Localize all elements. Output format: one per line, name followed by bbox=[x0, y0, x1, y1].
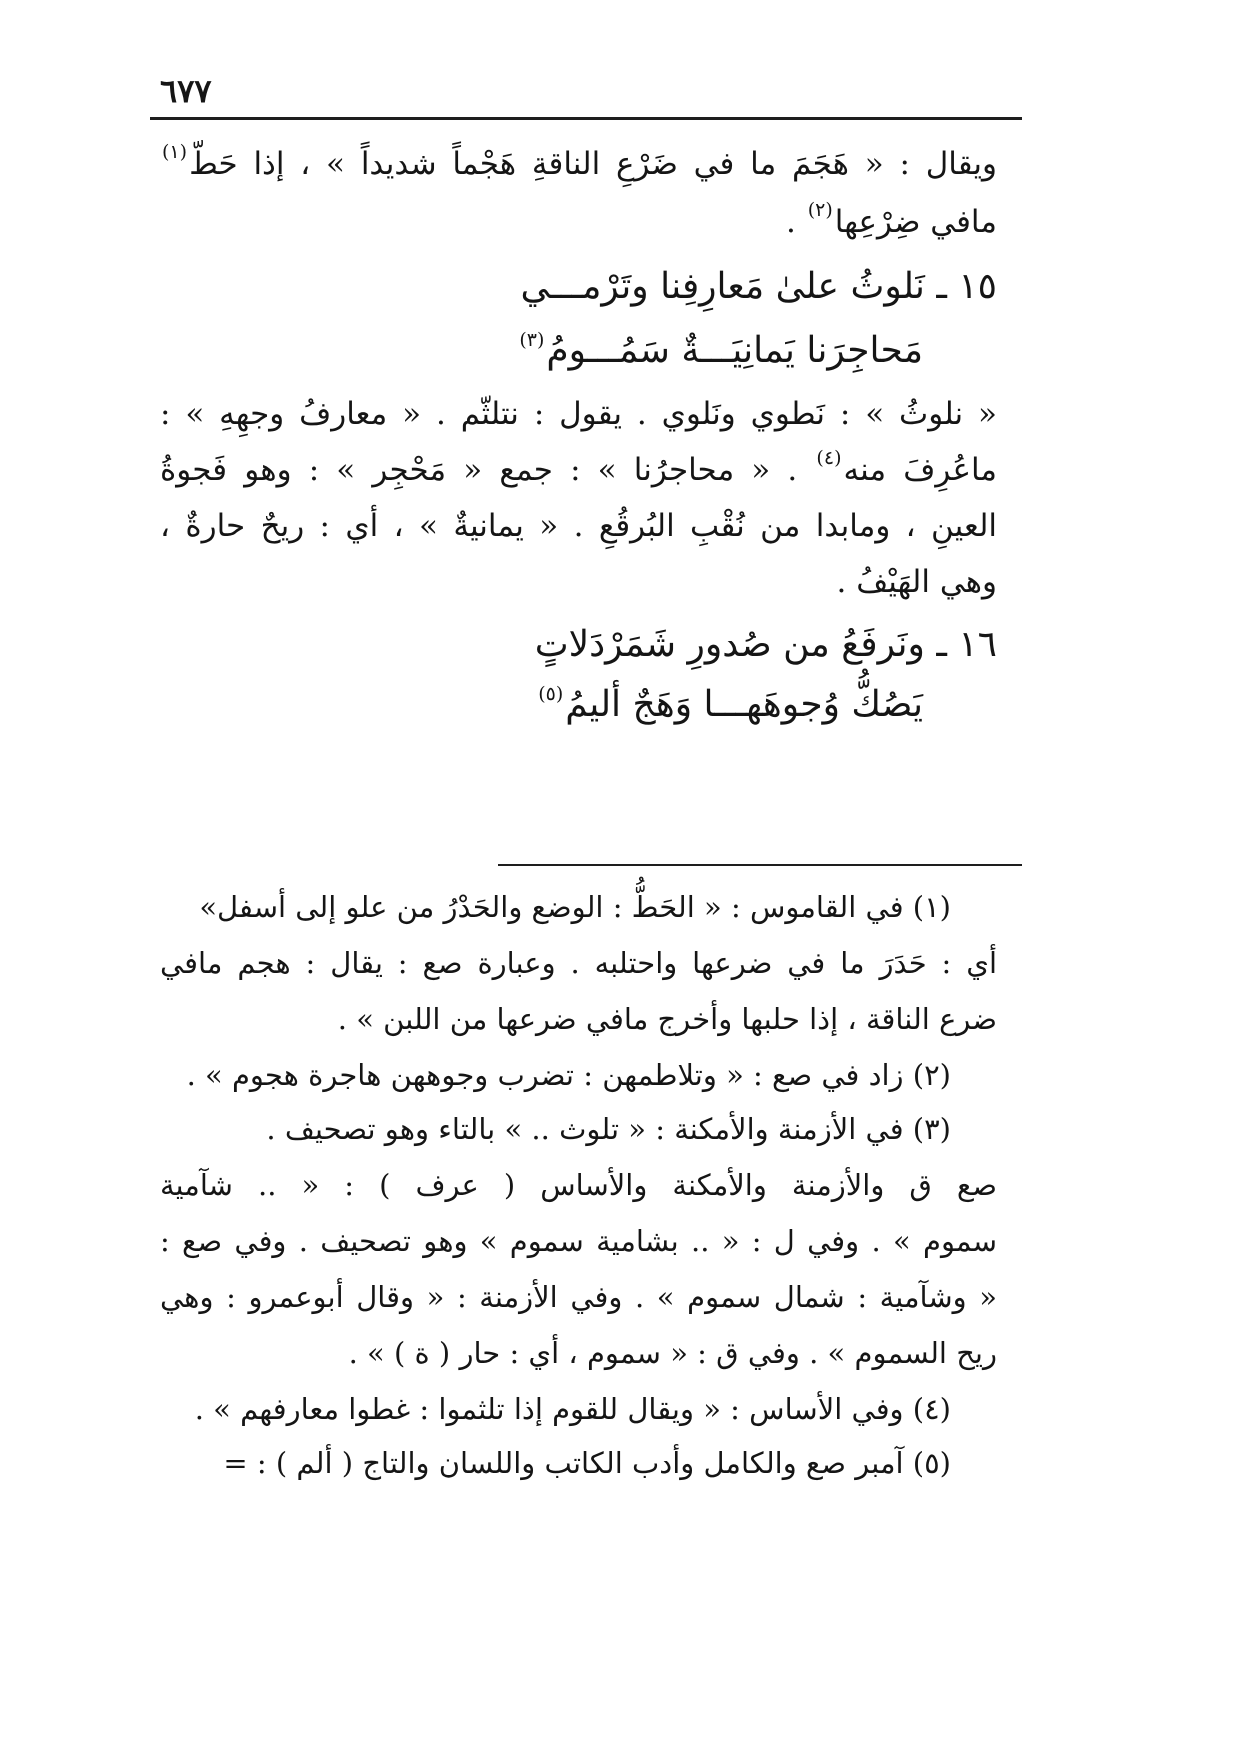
verse-15-second-hemistich-text: مَحاجِرَنا يَمانِيَـــةٌ سَمُـــومُ bbox=[546, 330, 923, 371]
header-rule bbox=[150, 117, 1022, 120]
footnotes-rule bbox=[498, 864, 1022, 866]
commentary-15-line-2 bbox=[160, 447, 997, 488]
intro-line-2-end: . bbox=[785, 204, 796, 240]
intro-line-2 bbox=[785, 199, 997, 240]
intro-line-1-text: ويقال : « هَجَمَ ما في ضَرْعِ الناقةِ هَجْماً شديداً » ، إذا حَطّ bbox=[189, 146, 997, 182]
page-number: ٦٧٧ bbox=[160, 72, 212, 110]
intro-line-1 bbox=[160, 141, 997, 182]
footnote-3-line-3: سموم » . وفي ل : « .. بشامية سموم » وهو تصحيف . وفي صع : bbox=[160, 1224, 997, 1258]
verse-16-second-hemistich bbox=[536, 684, 923, 725]
footnote-3-line-4: « وشآمية : شمال سموم » . وفي الأزمنة : « وقال أبوعمرو : وهي bbox=[160, 1280, 997, 1314]
commentary-15-line-4: وهي الهَيْفُ . bbox=[836, 564, 997, 600]
footnote-3-line-2: صع ق والأزمنة والأمكنة والأساس ( عرف ) : « .. شآمية bbox=[160, 1168, 997, 1202]
commentary-15-line-2b: . « محاجرُنا » : جمع « مَحْجِر » : وهو فَجوةُ bbox=[160, 452, 798, 488]
verse-16-second-hemistich-text: يَصُكُّ وُجوهَهـــا وَهَجٌ أليمُ bbox=[565, 684, 923, 725]
footnote-ref-2: (٢) bbox=[807, 199, 833, 221]
footnote-ref-1: (١) bbox=[162, 141, 188, 163]
commentary-15-line-3: العينِ ، ومابدا من نُقْبِ البُرقُعِ . « يمانيةٌ » ، أي : ريحٌ حارةٌ ، bbox=[160, 508, 997, 544]
footnote-4: (٤) وفي الأساس : « ويقال للقوم إذا تلثموا : غطوا معارفهم » . bbox=[194, 1392, 951, 1426]
footnote-3-line-5: ريح السموم » . وفي ق : « سموم ، أي : حار ( ة ) » . bbox=[348, 1336, 997, 1370]
intro-line-2-text: مافي ضِرْعِها bbox=[834, 204, 997, 240]
footnote-1-line-2: أي : حَدَرَ ما في ضرعها واحتلبه . وعبارة صع : يقال : هجم مافي bbox=[160, 946, 997, 980]
verse-15-first-hemistich: ١٥ ـ نَلوثُ علىٰ مَعارِفِنا وتَرْمـــي bbox=[520, 266, 997, 307]
footnote-3-line-1: (٣) في الأزمنة والأمكنة : « تلوث .. » بالتاء وهو تصحيف . bbox=[266, 1112, 951, 1146]
footnote-5: (٥) آمبر صع والكامل وأدب الكاتب واللسان والتاج ( ألم ) : = bbox=[223, 1446, 951, 1480]
footnote-ref-5: (٥) bbox=[538, 683, 564, 705]
footnote-1-line-3: ضرع الناقة ، إذا حلبها وأخرج مافي ضرعها من اللبن » . bbox=[337, 1002, 997, 1036]
commentary-15-line-1: « نلوثُ » : نَطوي ونَلوي . يقول : نتلثّم . « معارفُ وجهِهِ » : bbox=[160, 396, 997, 432]
verse-15-second-hemistich bbox=[517, 330, 923, 371]
footnote-ref-3: (٣) bbox=[519, 329, 545, 351]
footnote-ref-4: (٤) bbox=[816, 447, 842, 469]
footnote-1-line-1: (١) في القاموس : « الحَطُّ : الوضع والحَدْرُ من علو إلى أسفل» bbox=[199, 890, 951, 924]
verse-16-first-hemistich: ١٦ ـ ونَرفَعُ من صُدورِ شَمَرْدَلاتٍ bbox=[534, 624, 997, 665]
footnote-2: (٢) زاد في صع : « وتلاطمهن : تضرب وجوههن هاجرة هجوم » . bbox=[186, 1058, 951, 1092]
commentary-15-line-2a: ماعُرِفَ منه bbox=[843, 452, 997, 488]
